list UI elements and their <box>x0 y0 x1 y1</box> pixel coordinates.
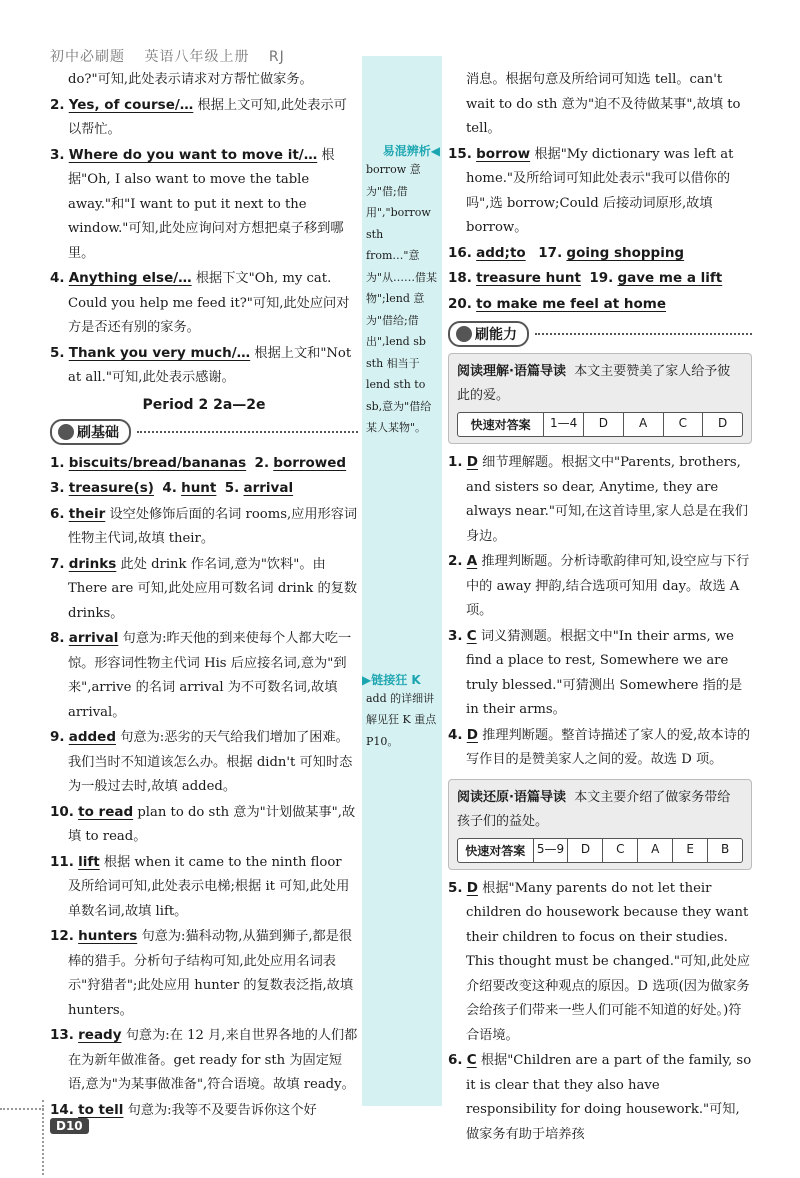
answer-item: 4. D 推理判断题。整首诗描述了家人的爱,故本诗的写作目的是赞美家人之间的爱。故选 D 项。 <box>448 726 751 767</box>
page-number: D10 <box>50 1118 89 1134</box>
answer-item: 3. Where do you want to move it/… 根据"Oh, I also want to move the table away."和"I want to put it next to the window."可知,此处应询问对方想把桌子移到哪里。 <box>50 146 344 261</box>
quick-answer-table: 快速对答案 1—4 D A C D <box>457 412 743 437</box>
answer-item: 15. borrow 根据"My dictionary was left at home."及所给词可知此处表示"我可以借你的吗",选 borrow;Could 后接动词原形,故填 borrow。 <box>448 145 734 235</box>
answer-row: 18. treasure hunt 19. gave me a lift <box>448 270 723 286</box>
answer-item: 6. C 根据"Children are a part of the family, so it is clear that they also have responsibility for doing housework."可知,做家务有助于培养孩 <box>448 1052 752 1142</box>
note-tag-link: ▶链接狂 K <box>362 672 421 687</box>
pencil-icon <box>58 424 74 440</box>
answer-item: 8. arrival 句意为:昨天他的到来使每个人都大吃一惊。形容词性物主代词 His 后应接名词,意为"到来",arrive 的名词 arrival 为不可数名词,故填 arrival。 <box>50 630 352 720</box>
answer-item: 10. to read plan to do sth 意为"计划做某事",故填 to read。 <box>50 803 356 844</box>
note-add: add 的详细讲解见狂 K 重点 P10。 <box>366 691 437 748</box>
answer-row: 1. biscuits/bread/bananas 2. borrowed <box>50 454 347 471</box>
book-edition: RJ <box>268 49 285 65</box>
answer-item: 5. D 根据"Many parents do not let their children do housework because they want their children to focus on their studies. This thought must be changed."可知,此处应介绍要改变这种观点的原因。D 选项(因为做家务会给孩子们带来一些人们可能不知道的好处。)符合语境。 <box>448 879 751 1043</box>
answer-item: 5. Thank you very much/… 根据上文和"Not at all."可知,此处表示感谢。 <box>50 344 352 385</box>
left-column <box>50 68 358 1123</box>
answer-item: 7. drinks 此处 drink 作名词,意为"饮料"。由 There are 可知,此处应用可数名词 drink 的复数 drinks。 <box>50 555 358 621</box>
book-subject: 英语八年级上册 <box>144 49 250 65</box>
answer-item: 14. to tell 句意为:我等不及要告诉你这个好 <box>50 1101 317 1118</box>
pencil-icon <box>456 326 472 342</box>
reading-guide-box: 阅读理解·语篇导读 本文主要赞美了家人给予彼此的爱。 快速对答案 1—4 D A C D <box>448 353 752 444</box>
reading-restore-box: 阅读还原·语篇导读 本文主要介绍了做家务带给孩子们的益处。 快速对答案 5—9 D C A E B <box>448 779 752 870</box>
answer-row: 16. add;to 17. going shopping <box>448 244 685 261</box>
answer-item: 4. Anything else/… 根据下文"Oh, my cat. Could you help me feed it?"可知,此处应问对方是否还有别的家务。 <box>50 270 350 335</box>
period-heading: Period 2 2a—2e <box>142 396 266 413</box>
corner-divider <box>42 1100 45 1175</box>
answer-row: 3. treasure(s) 4. hunt 5. arrival <box>50 480 294 496</box>
book-title: 初中必刷题 <box>50 49 125 65</box>
answer-item: 12. hunters 句意为:猫科动物,从猫到狮子,都是很棒的猎手。分析句子结构可知,此处应用名词表示"狩猎者";此处应用 hunter 的复数表泛指,故填 hunters。 <box>50 928 354 1018</box>
answer-row: 20. to make me feel at home <box>448 295 667 312</box>
answer-item: 1. D 细节理解题。根据文中"Parents, brothers, and sisters so dear, Anytime, they are always near."可知,在这首诗里,家人总是在我们身边。 <box>448 454 748 544</box>
running-header <box>50 46 299 66</box>
answer-item: 3. C 词义猜测题。根据文中"In their arms, we find a place to rest, Somewhere we are truly blessed."可猜测出 Somewhere 指的是 in their arms。 <box>448 627 743 717</box>
answer-item: 11. lift 根据 when it came to the ninth floor 及所给词可知,此处表示电梯;根据 it 可知,此处用单数名词,故填 lift。 <box>50 853 350 919</box>
corner-divider <box>0 1108 44 1110</box>
continued-text: do?"可知,此处表示请求对方帮忙做家务。 <box>68 72 313 87</box>
right-column <box>448 68 752 1147</box>
section-ability: 刷能力 <box>448 321 752 347</box>
note-tag-confusable: 易混辨析◀ <box>382 144 440 158</box>
answer-item: 2. Yes, of course/… 根据上文可知,此处表示可以帮忙。 <box>50 96 347 137</box>
section-basic: 刷基础 <box>50 419 358 445</box>
note-borrow-lend: borrow 意为"借;借用","borrow sth from…"意为"从……借某物";lend 意为"借给;借出",lend sb sth 相当于 lend sth to sb,意为"借给某人某物"。 <box>366 163 438 434</box>
answer-item: 6. their 设空处修饰后面的名词 rooms,应用形容词性物主代词,故填 their。 <box>50 505 358 546</box>
answer-item: 9. added 句意为:恶劣的天气给我们增加了困难。我们当时不知道该怎么办。根据 didn't 可知时态为一般过去时,故填 added。 <box>50 729 353 794</box>
side-notes <box>362 56 442 1106</box>
continued-text: 消息。根据句意及所给词可知选 tell。can't wait to do sth 意为"迫不及待做某事",故填 to tell。 <box>466 72 741 136</box>
answer-item: 13. ready 句意为:在 12 月,来自世界各地的人们都在为新年做准备。get ready for sth 为固定短语,意为"为某事做准备",符合语境。故填 ready。 <box>50 1027 358 1092</box>
quick-answer-table: 快速对答案 5—9 D C A E B <box>457 838 743 863</box>
answer-item: 2. A 推理判断题。分析诗歌韵律可知,设空应与下行中的 away 押韵,结合选项可知用 day。故选 A 项。 <box>448 553 750 618</box>
